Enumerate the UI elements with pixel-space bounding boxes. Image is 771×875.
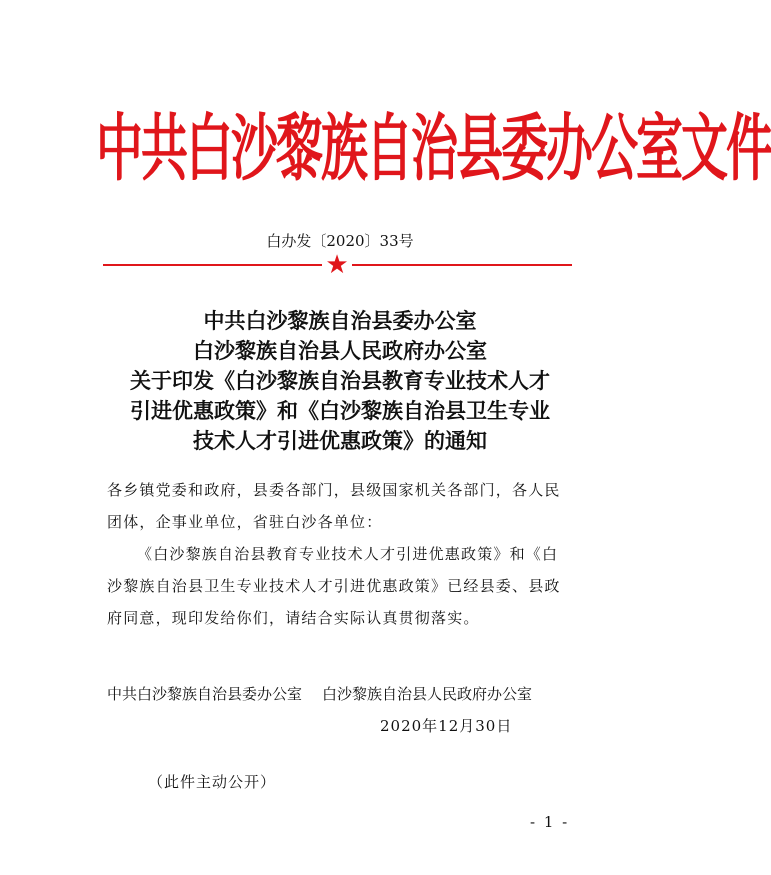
page-number: - 1 - — [530, 813, 570, 831]
title-line: 中共白沙黎族自治县委办公室 — [203, 308, 477, 333]
salutation-line: 各乡镇党委和政府，县委各部门，县级国家机关各部门，各人民 — [107, 481, 561, 499]
notice-title — [90, 306, 590, 456]
title-line: 关于印发《白沙黎族自治县教育专业技术人才 — [130, 368, 550, 393]
document-number: 白办发〔2020〕33号 — [266, 232, 414, 250]
paragraph-line: 府同意，现印发给你们，请结合实际认真贯彻落实。 — [107, 609, 480, 627]
paragraph-line: 沙黎族自治县卫生专业技术人才引进优惠政策》已经县委、县政 — [107, 577, 561, 595]
separator-line-right — [352, 264, 572, 266]
paragraph-line: 《白沙黎族自治县教育专业技术人才引进优惠政策》和《白 — [137, 545, 559, 563]
signer-party-office: 中共白沙黎族自治县委办公室 — [107, 685, 303, 703]
issue-date: 2020年12月30日 — [380, 717, 513, 735]
title-line: 引进优惠政策》和《白沙黎族自治县卫生专业 — [130, 398, 550, 423]
star-icon: ★ — [325, 250, 349, 280]
signatories — [107, 678, 587, 710]
disclosure-note: （此件主动公开） — [148, 773, 277, 791]
title-line: 技术人才引进优惠政策》的通知 — [193, 428, 487, 453]
separator-line-left — [103, 264, 322, 266]
body-paragraph — [107, 538, 577, 634]
title-line: 白沙黎族自治县人民政府办公室 — [193, 338, 487, 363]
masthead-title: 中共白沙黎族自治县委办公室文件 — [96, 106, 771, 192]
salutation — [107, 474, 577, 538]
salutation-line: 团体，企事业单位，省驻白沙各单位： — [107, 513, 383, 531]
signer-government-office: 白沙黎族自治县人民政府办公室 — [322, 685, 533, 703]
